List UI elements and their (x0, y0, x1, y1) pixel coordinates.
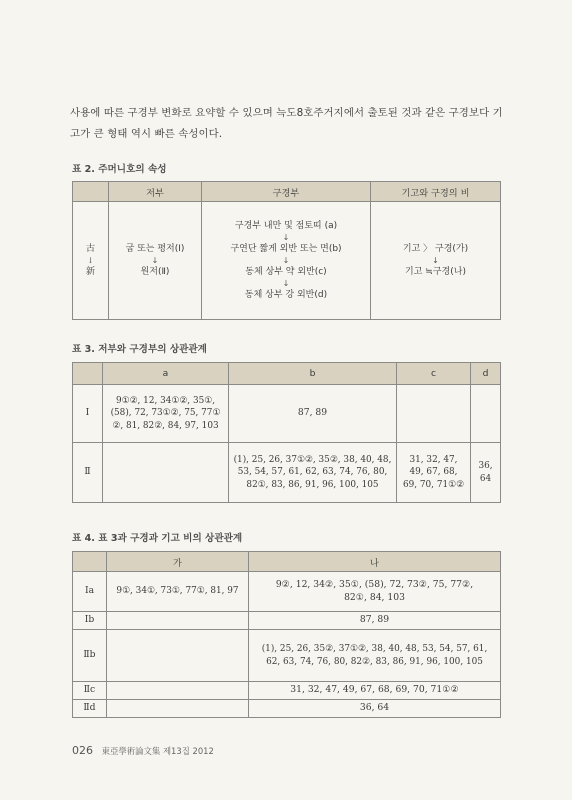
table3 (72, 362, 501, 503)
journal-name: 東亞學術論文集 (101, 746, 161, 756)
table3-row-label: Ⅱ (73, 443, 103, 503)
page-number: 026 (72, 744, 93, 757)
table4-cell: (1), 25, 26, 35②, 37①②, 38, 40, 48, 53, 54, 57, 61, 62, 63, 74, 76, 80, 82②, 83, 86, 91, 96, 100, 105 (249, 630, 501, 682)
table4-row-label: Ⅰa (73, 572, 107, 612)
table4-row-label: Ⅱc (73, 682, 107, 700)
base-arrow: ↓ (151, 256, 159, 265)
neck-type-c: 동체 상부 약 외반(c) (245, 267, 327, 277)
journal-issue: 제13집 (162, 746, 190, 756)
table-row (73, 572, 501, 612)
ratio-arrow: ↓ (432, 256, 439, 265)
neck-arrow-2: ↓ (282, 256, 290, 265)
table3-header-b: b (229, 363, 397, 385)
table4-cell (107, 700, 249, 718)
intro-line-1: 사용에 따른 구경부 변화로 요약할 수 있으며 늑도8호주거지에서 출토된 것과 같은 구경보다 기 (70, 107, 503, 119)
table2-era-cell (73, 202, 109, 320)
table-row (73, 385, 501, 443)
table3-caption: 표 3. 저부와 구경부의 상관관계 (72, 344, 207, 355)
table4-header-ga: 가 (107, 552, 249, 572)
neck-type-b: 구연단 짧게 외반 또는 면(b) (230, 244, 342, 254)
table3-corner (73, 363, 103, 385)
table2-ratio-cell (371, 202, 501, 320)
table4-cell: 9①, 34①, 73①, 77①, 81, 97 (107, 572, 249, 612)
base-type-1: 굽 또는 평저(Ⅰ) (125, 244, 185, 254)
table3-row-label: Ⅰ (73, 385, 103, 443)
table4-cell: 87, 89 (249, 612, 501, 630)
table2-header-neck: 구경부 (202, 182, 371, 202)
table3-header-a: a (103, 363, 229, 385)
table2-caption: 표 2. 주머니호의 속성 (72, 164, 167, 175)
table-row (73, 612, 501, 630)
table-row (73, 443, 501, 503)
table4-cell (107, 630, 249, 682)
table3-cell: 36, 64 (471, 443, 501, 503)
table-row (73, 682, 501, 700)
table3-cell (471, 385, 501, 443)
table4-row-label: Ⅱb (73, 630, 107, 682)
table4-cell (107, 682, 249, 700)
table2-neck-cell (202, 202, 371, 320)
table3-cell: 87, 89 (229, 385, 397, 443)
era-new: 新 (85, 266, 96, 277)
table4-cell: 36, 64 (249, 700, 501, 718)
table3-header-c: c (397, 363, 471, 385)
table2-corner (73, 182, 109, 202)
table2 (72, 181, 501, 320)
table4-row-label: Ⅰb (73, 612, 107, 630)
table3-cell: 31, 32, 47, 49, 67, 68, 69, 70, 71①② (397, 443, 471, 503)
table4 (72, 551, 501, 718)
table3-cell: 9①②, 12, 34①②, 35①, (58), 72, 73①②, 75, 77① ②, 81, 82②, 84, 97, 103 (103, 385, 229, 443)
neck-type-a: 구경부 내만 및 점토띠 (a) (234, 221, 338, 231)
table3-cell: (1), 25, 26, 37①②, 35②, 38, 40, 48, 53, 54, 57, 61, 62, 63, 74, 76, 80, 82①, 83, 86, 91, 96, 100, 105 (229, 443, 397, 503)
page-footer (72, 744, 214, 757)
table4-header-na: 나 (249, 552, 501, 572)
table2-header-base: 저부 (109, 182, 202, 202)
table2-base-cell (109, 202, 202, 320)
table-row (73, 630, 501, 682)
table3-header-d: d (471, 363, 501, 385)
ratio-type-ga: 기고 〉 구경(가) (402, 244, 469, 254)
journal-year: 2012 (192, 746, 214, 756)
table2-header-ratio: 기고와 구경의 비 (371, 182, 501, 202)
neck-arrow-1: ↓ (282, 233, 290, 242)
intro-line-2: 고가 큰 형태 역시 빠른 속성이다. (70, 128, 223, 140)
table3-cell (103, 443, 229, 503)
table4-cell (107, 612, 249, 630)
table-row (73, 700, 501, 718)
table4-row-label: Ⅱd (73, 700, 107, 718)
table4-cell: 9②, 12, 34②, 35①, (58), 72, 73②, 75, 77②, 82①, 84, 103 (249, 572, 501, 612)
era-old: 古 (85, 243, 96, 254)
table4-cell: 31, 32, 47, 49, 67, 68, 69, 70, 71①② (249, 682, 501, 700)
base-type-2: 원저(Ⅱ) (140, 267, 170, 277)
ratio-type-na: 기고 ≒구경(나) (405, 267, 466, 277)
table4-corner (73, 552, 107, 572)
intro-paragraph (70, 103, 510, 145)
table4-caption: 표 4. 표 3과 구경과 기고 비의 상관관계 (72, 533, 243, 544)
neck-type-d: 동체 상부 강 외반(d) (244, 290, 328, 300)
era-arrow: ↓ (87, 256, 94, 265)
neck-arrow-3: ↓ (282, 279, 290, 288)
table3-cell (397, 385, 471, 443)
